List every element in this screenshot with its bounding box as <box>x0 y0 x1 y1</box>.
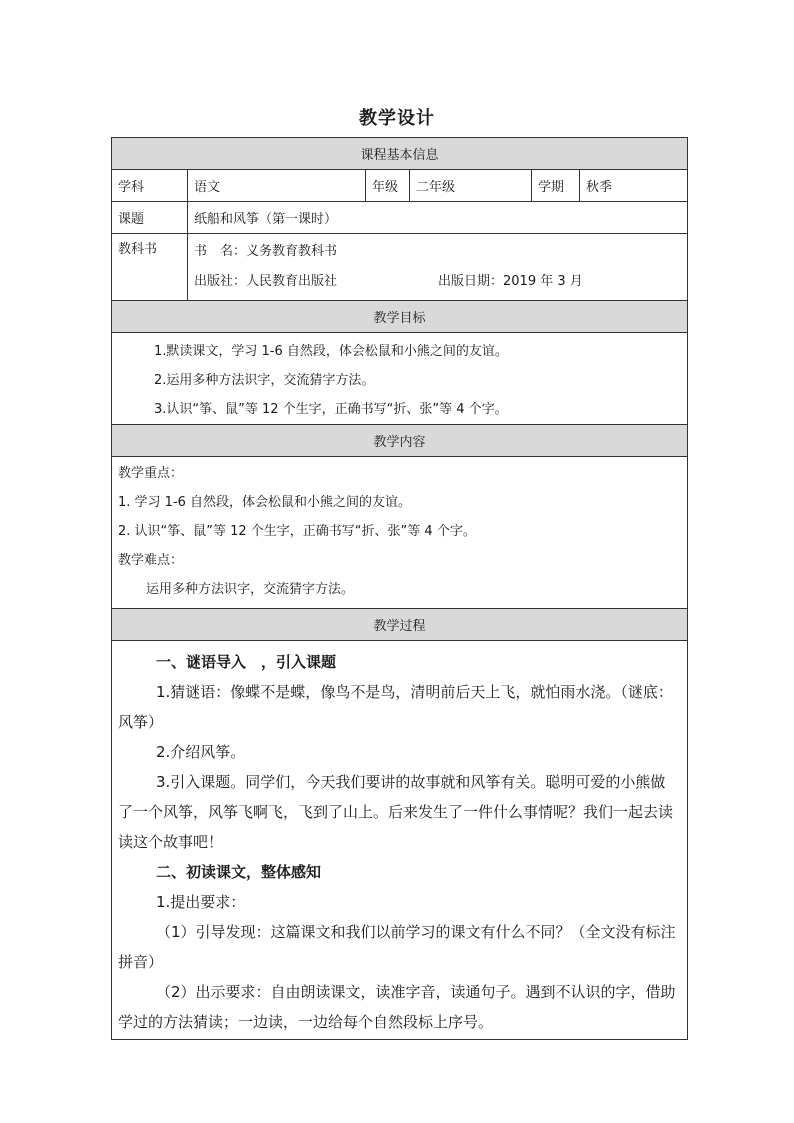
content-cell <box>112 457 688 609</box>
objectives-cell <box>112 333 688 425</box>
publish-date: 出版日期：2019 年 3 月 <box>438 274 583 289</box>
subject-label: 学科 <box>112 170 188 202</box>
term-label: 学期 <box>532 170 580 202</box>
subject-value: 语文 <box>188 170 366 202</box>
key-point-item: 2. 认识“筝、鼠”等 12 个生字，正确书写“折、张”等 4 个字。 <box>118 524 476 539</box>
section-basic-info <box>112 138 688 170</box>
lesson-plan-table <box>111 137 688 1040</box>
row-process <box>112 641 688 1040</box>
grade-value: 二年级 <box>410 170 532 202</box>
lesson-label: 课题 <box>112 202 188 234</box>
section-content <box>112 425 688 457</box>
publisher-line <box>194 267 681 297</box>
lesson-value: 纸船和风筝（第一课时） <box>188 202 688 234</box>
objective-item: 3.认识“筝、鼠”等 12 个生字，正确书写“折、张”等 4 个字。 <box>154 402 508 417</box>
section-objectives-title: 教学目标 <box>112 301 688 333</box>
process-paragraph: （1）引导发现：这篇课文和我们以前学习的课文有什么不同？（全文没有标注拼音） <box>118 923 676 971</box>
key-points-label: 教学重点： <box>118 466 184 481</box>
process-paragraph: 1.猜谜语：像蝶不是蝶，像鸟不是鸟，清明前后天上飞，就怕雨水浇。（谜底：风筝） <box>118 683 673 731</box>
process-heading-2: 二、初读课文，整体感知 <box>156 863 322 881</box>
objective-item: 1.默读课文，学习 1-6 自然段，体会松鼠和小熊之间的友谊。 <box>154 344 508 359</box>
key-point-item: 1. 学习 1-6 自然段，体会松鼠和小熊之间的友谊。 <box>118 495 412 510</box>
process-paragraph: 3.引入课题。同学们，今天我们要讲的故事就和风筝有关。聪明可爱的小熊做了一个风筝，风筝飞啊飞，飞到了山上。后来发生了一件什么事情呢？我们一起去读读这个故事吧！ <box>118 773 674 851</box>
process-paragraph: （2）出示要求：自由朗读课文，读准字音，读通句子。遇到不认识的字，借助学过的方法猜读；一边读，一边给每个自然段标上序号。 <box>118 983 676 1031</box>
row-objectives <box>112 333 688 425</box>
process-cell <box>112 641 688 1040</box>
document-title: 教学设计 <box>359 108 435 129</box>
textbook-info <box>188 234 688 301</box>
term-value: 秋季 <box>580 170 688 202</box>
row-subject <box>112 170 688 202</box>
difficulty-label: 教学难点： <box>118 553 184 568</box>
row-textbook <box>112 234 688 301</box>
section-basic-info-title: 课程基本信息 <box>112 138 688 170</box>
process-paragraph: 1.提出要求： <box>156 893 246 911</box>
process-paragraph: 2.介绍风筝。 <box>156 743 246 761</box>
objective-item: 2.运用多种方法识字，交流猜字方法。 <box>154 373 375 388</box>
textbook-label: 教科书 <box>112 234 188 301</box>
grade-label: 年级 <box>366 170 410 202</box>
section-process-title: 教学过程 <box>112 609 688 641</box>
section-process <box>112 609 688 641</box>
book-name: 书 名：义务教育教科书 <box>194 244 338 259</box>
difficulty-text: 运用多种方法识字，交流猜字方法。 <box>146 582 355 597</box>
publisher: 出版社：人民教育出版社 <box>194 274 338 289</box>
process-heading-1: 一、谜语导入 ，引入课题 <box>156 653 337 671</box>
row-lesson <box>112 202 688 234</box>
section-content-title: 教学内容 <box>112 425 688 457</box>
section-objectives <box>112 301 688 333</box>
row-content <box>112 457 688 609</box>
